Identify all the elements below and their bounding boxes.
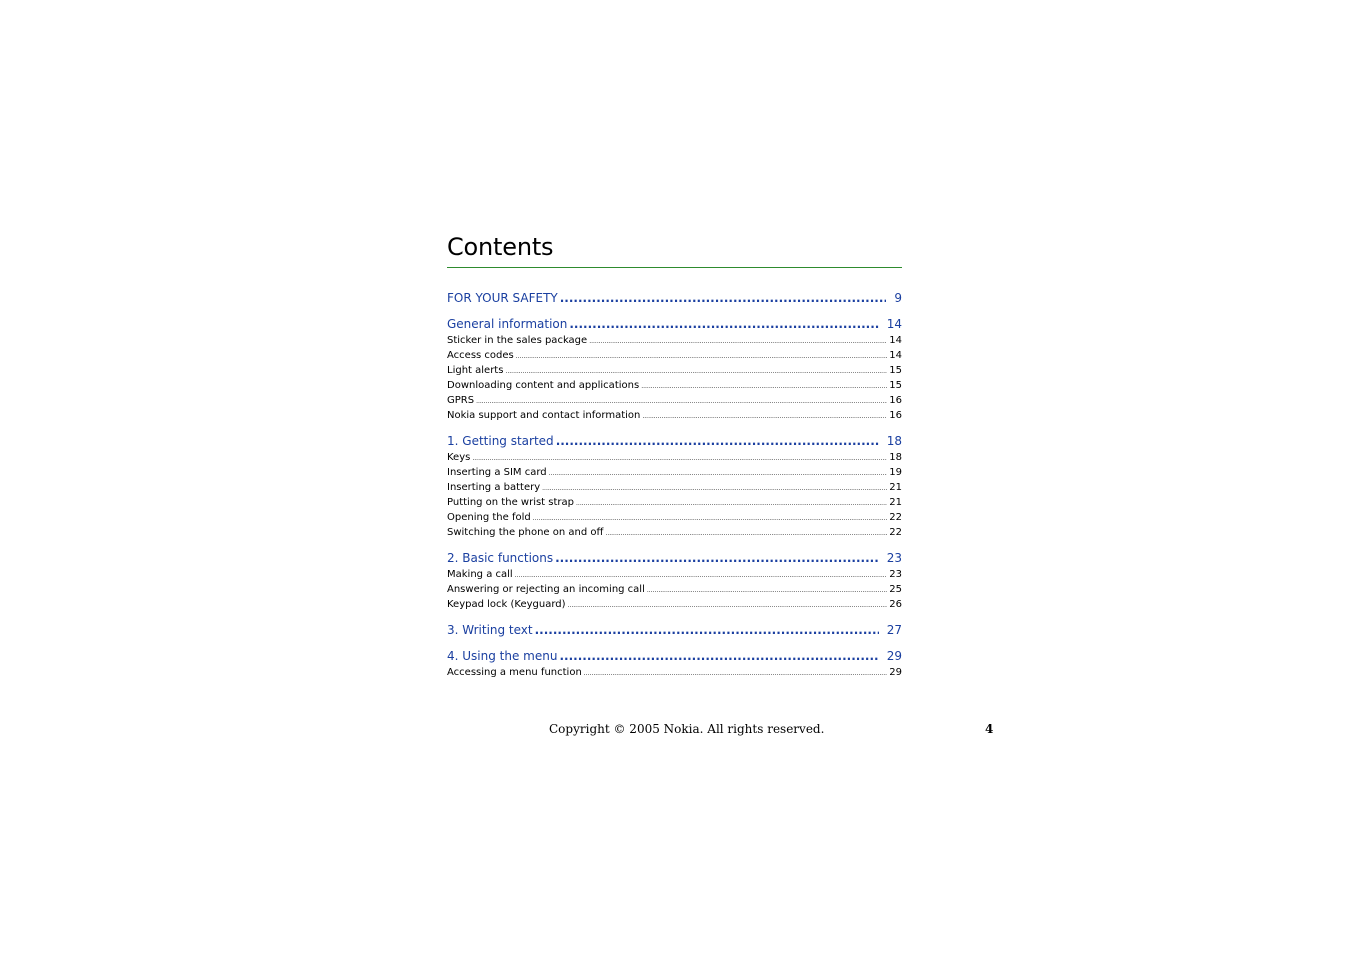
toc-chapter-page: 23 [886, 551, 902, 565]
toc-section-link[interactable] [447, 480, 902, 495]
toc-section-label: GPRS [447, 395, 475, 406]
toc-section-link[interactable] [447, 597, 902, 612]
toc-chapter-page: 27 [886, 623, 902, 637]
toc-section-label: Accessing a menu function [447, 667, 582, 678]
toc-dot-leader [555, 550, 879, 566]
toc-section-link[interactable] [447, 378, 902, 393]
toc-section-label: Inserting a SIM card [447, 467, 547, 478]
page-title: Contents [447, 233, 554, 261]
toc-section-link[interactable] [447, 665, 902, 680]
toc-section-page: 14 [889, 335, 902, 346]
toc-section-page: 29 [889, 667, 902, 678]
toc-section-link[interactable] [447, 495, 902, 510]
toc-chapter-label: 3. Writing text [447, 623, 533, 637]
toc-section-label: Light alerts [447, 365, 504, 376]
toc-dot-leader [568, 598, 888, 613]
toc-dot-leader [569, 316, 878, 332]
toc-dot-leader [549, 466, 888, 481]
toc-section-link[interactable] [447, 567, 902, 582]
toc-dot-leader [589, 334, 887, 349]
toc-section-page: 16 [889, 395, 902, 406]
table-of-contents [447, 290, 902, 690]
title-divider [447, 267, 902, 268]
toc-section-label: Nokia support and contact information [447, 410, 641, 421]
toc-dot-leader [515, 568, 888, 583]
toc-chapter-link[interactable] [447, 622, 902, 638]
toc-dot-leader [605, 526, 887, 541]
toc-section-page: 25 [889, 584, 902, 595]
toc-chapter-group [447, 433, 902, 540]
toc-section-link[interactable] [447, 510, 902, 525]
toc-chapter-link[interactable] [447, 290, 902, 306]
toc-section-link[interactable] [447, 450, 902, 465]
toc-section-label: Keys [447, 452, 471, 463]
toc-section-page: 15 [889, 365, 902, 376]
footer-copyright: Copyright © 2005 Nokia. All rights reserved. [549, 722, 825, 736]
toc-section-page: 14 [889, 350, 902, 361]
toc-section-link[interactable] [447, 363, 902, 378]
toc-section-link[interactable] [447, 582, 902, 597]
toc-section-page: 18 [889, 452, 902, 463]
toc-chapter-link[interactable] [447, 316, 902, 332]
toc-section-label: Inserting a battery [447, 482, 541, 493]
toc-chapter-link[interactable] [447, 550, 902, 566]
toc-dot-leader [533, 511, 888, 526]
toc-dot-leader [535, 622, 879, 638]
toc-dot-leader [647, 583, 887, 598]
toc-section-page: 21 [889, 497, 902, 508]
toc-section-label: Sticker in the sales package [447, 335, 588, 346]
toc-chapter-label: FOR YOUR SAFETY [447, 291, 558, 305]
toc-section-page: 15 [889, 380, 902, 391]
toc-dot-leader [576, 496, 887, 511]
toc-chapter-page: 29 [886, 649, 902, 663]
toc-section-page: 22 [889, 512, 902, 523]
toc-section-page: 26 [889, 599, 902, 610]
toc-chapter-link[interactable] [447, 433, 902, 449]
toc-section-label: Downloading content and applications [447, 380, 640, 391]
toc-chapter-label: General information [447, 317, 568, 331]
toc-dot-leader [641, 379, 887, 394]
toc-dot-leader [516, 349, 888, 364]
toc-chapter-label: 2. Basic functions [447, 551, 554, 565]
toc-section-label: Answering or rejecting an incoming call [447, 584, 645, 595]
toc-section-label: Access codes [447, 350, 514, 361]
toc-section-label: Opening the fold [447, 512, 531, 523]
toc-chapter-page: 14 [886, 317, 902, 331]
toc-section-label: Switching the phone on and off [447, 527, 604, 538]
toc-chapter-group [447, 648, 902, 680]
toc-dot-leader [642, 409, 887, 424]
toc-chapter-label: 1. Getting started [447, 434, 554, 448]
toc-section-page: 21 [889, 482, 902, 493]
toc-dot-leader [559, 648, 878, 664]
toc-section-link[interactable] [447, 333, 902, 348]
toc-section-link[interactable] [447, 465, 902, 480]
toc-section-page: 16 [889, 410, 902, 421]
toc-chapter-group [447, 550, 902, 612]
toc-section-link[interactable] [447, 525, 902, 540]
toc-chapter-label: 4. Using the menu [447, 649, 558, 663]
toc-section-page: 23 [889, 569, 902, 580]
toc-section-page: 19 [889, 467, 902, 478]
toc-section-page: 22 [889, 527, 902, 538]
toc-section-label: Making a call [447, 569, 513, 580]
footer-page-number: 4 [985, 722, 994, 736]
toc-section-link[interactable] [447, 393, 902, 408]
toc-dot-leader [556, 433, 879, 449]
toc-chapter-group [447, 316, 902, 423]
toc-chapter-group [447, 622, 902, 638]
toc-dot-leader [542, 481, 887, 496]
toc-section-link[interactable] [447, 408, 902, 423]
toc-section-label: Keypad lock (Keyguard) [447, 599, 566, 610]
toc-dot-leader [472, 451, 887, 466]
toc-section-label: Putting on the wrist strap [447, 497, 574, 508]
toc-dot-leader [560, 290, 887, 306]
toc-chapter-link[interactable] [447, 648, 902, 664]
toc-chapter-page: 9 [894, 291, 902, 305]
toc-chapter-page: 18 [886, 434, 902, 448]
toc-dot-leader [584, 666, 887, 681]
toc-chapter-group [447, 290, 902, 306]
toc-dot-leader [476, 394, 887, 409]
toc-section-link[interactable] [447, 348, 902, 363]
toc-dot-leader [505, 364, 887, 379]
